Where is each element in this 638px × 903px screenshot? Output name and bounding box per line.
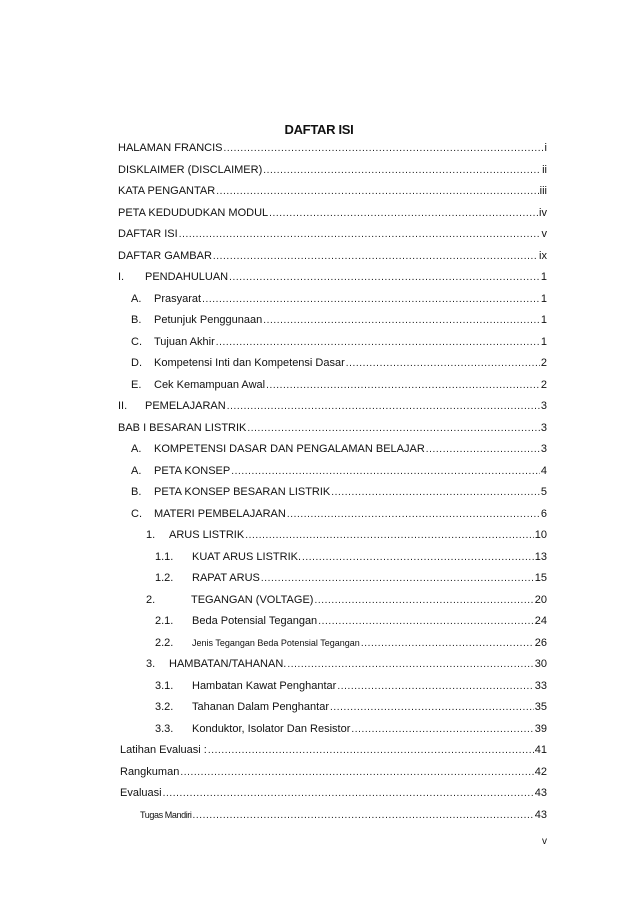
toc-dot-leader [216, 184, 538, 200]
toc-entry-number: E. [131, 378, 142, 391]
toc-entry-label: Kompetensi Inti dan Kompetensi Dasar [154, 357, 345, 369]
toc-entry-label: Prasyarat [154, 292, 202, 305]
toc-dot-leader [266, 378, 540, 394]
toc-entry-number: 2.1. [155, 615, 174, 627]
toc-dot-leader [245, 528, 534, 544]
toc-dot-leader [193, 808, 534, 824]
toc-entry[interactable] [120, 764, 547, 780]
toc-dot-leader [179, 227, 541, 243]
toc-dot-leader [163, 786, 534, 802]
toc-entry-label: KATA PENGANTAR [118, 185, 216, 197]
toc-dot-leader [261, 571, 534, 587]
toc-entry-page: 3 [540, 421, 547, 434]
toc-dot-leader [346, 356, 540, 372]
toc-dot-leader [302, 550, 534, 566]
toc-entry-page: 43 [534, 787, 547, 799]
toc-entry-number: B. [131, 314, 142, 326]
toc-entry[interactable] [131, 291, 547, 307]
toc-dot-leader [331, 485, 540, 501]
toc-entry[interactable] [118, 162, 547, 178]
toc-entry[interactable] [131, 506, 547, 522]
toc-entry-number: 3.2. [155, 701, 174, 713]
toc-entry[interactable] [120, 785, 547, 801]
toc-entry-page: 35 [534, 701, 547, 713]
toc-dot-leader [231, 464, 540, 480]
toc-entry-label: DISKLAIMER (DISCLAIMER) [118, 163, 263, 176]
toc-entry-label: Jenis Tegangan Beda Potensial Tegangan [192, 637, 360, 648]
toc-entry-page: 3 [540, 400, 547, 412]
toc-entry-label: PENDAHULUAN [145, 271, 229, 283]
toc-dot-leader [287, 657, 533, 673]
toc-dot-leader [208, 743, 534, 759]
toc-entry-page: 1 [540, 292, 547, 305]
toc-entry-label: MATERI PEMBELAJARAN [154, 507, 286, 520]
toc-entry-number: 1. [146, 529, 156, 541]
toc-entry-label: PEMELAJARAN [145, 400, 226, 412]
toc-entry[interactable] [140, 807, 547, 823]
toc-entry-label: Evaluasi [120, 787, 162, 799]
toc-entry[interactable] [118, 398, 547, 414]
toc-entry[interactable] [146, 527, 547, 543]
toc-entry-page: v [541, 228, 547, 240]
toc-entry[interactable] [118, 420, 547, 436]
toc-entry-page: 24 [534, 615, 547, 627]
toc-entry[interactable] [155, 549, 547, 565]
toc-dot-leader [216, 335, 540, 351]
toc-entry-number: 1.2. [155, 572, 174, 584]
toc-entry-label: HALAMAN FRANCIS [118, 142, 223, 154]
toc-entry-page: 4 [540, 464, 547, 477]
toc-entry-number: C. [131, 507, 142, 520]
toc-entry-page: iv [539, 206, 547, 219]
toc-entry-number: I. [118, 271, 125, 283]
toc-entry-number: A. [131, 292, 142, 305]
toc-dot-leader [330, 700, 534, 716]
toc-entry-page: 2 [540, 357, 547, 369]
toc-entry-label: KOMPETENSI DASAR DAN PENGALAMAN BELAJAR [154, 443, 425, 455]
toc-entry-number: 3. [146, 658, 156, 670]
toc-entry[interactable] [131, 463, 547, 479]
toc-entry[interactable] [155, 635, 547, 651]
toc-entry-page: 6 [540, 507, 547, 520]
toc-dot-leader [351, 722, 533, 738]
toc-entry-label: TEGANGAN (VOLTAGE) [191, 593, 314, 606]
toc-dot-leader [263, 163, 541, 179]
toc-entry-page: 10 [534, 529, 547, 541]
toc-entry-page: ix [539, 249, 547, 262]
toc-entry-label: Petunjuk Penggunaan [154, 314, 263, 326]
toc-entry-number: 1.1. [155, 550, 174, 563]
toc-dot-leader [180, 765, 533, 781]
toc-entry-label: DAFTAR ISI [118, 228, 178, 240]
toc-entry[interactable] [131, 334, 547, 350]
toc-entry-label: Tugas Mandiri [140, 809, 192, 820]
toc-dot-leader [314, 593, 533, 609]
toc-entry[interactable] [146, 656, 547, 672]
toc-entry-label: Hambatan Kawat Penghantar [192, 679, 337, 692]
toc-dot-leader [337, 679, 533, 695]
toc-dot-leader [213, 249, 538, 265]
toc-entry-page: 1 [540, 335, 547, 348]
toc-entry[interactable] [146, 592, 547, 608]
toc-entry-page: 2 [540, 378, 547, 391]
page-number: v [542, 836, 547, 847]
toc-entry-label: RAPAT ARUS [192, 572, 260, 584]
toc-entry-label: Tahanan Dalam Penghantar [192, 701, 329, 713]
toc-entry-page: iii [539, 185, 547, 197]
toc-entry[interactable] [155, 613, 547, 629]
toc-entry[interactable] [118, 226, 547, 242]
toc-entry-label: PETA KONSEP BESARAN LISTRIK [154, 486, 331, 498]
toc-entry[interactable] [155, 699, 547, 715]
toc-entry-number: A. [131, 443, 142, 455]
toc-dot-leader [318, 614, 534, 630]
toc-entry[interactable] [120, 742, 547, 758]
toc-entry-label: Konduktor, Isolator Dan Resistor [192, 722, 351, 735]
toc-entry[interactable] [118, 248, 547, 264]
toc-entry-page: 15 [534, 572, 547, 584]
toc-dot-leader [224, 141, 544, 157]
toc-entry-label: Cek Kemampuan Awal [154, 378, 266, 391]
toc-entry[interactable] [131, 312, 547, 328]
toc-dot-leader [202, 292, 540, 308]
toc-entry[interactable] [131, 355, 547, 371]
toc-entry-label: DAFTAR GAMBAR [118, 249, 212, 262]
toc-entry-label: KUAT ARUS LISTRIK. [192, 550, 302, 563]
toc-entry-page: 42 [534, 765, 547, 778]
toc-entry[interactable] [155, 570, 547, 586]
toc-entry-label: PETA KONSEP [154, 464, 231, 477]
toc-entry[interactable] [155, 721, 547, 737]
toc-entry-number: 3.3. [155, 722, 174, 735]
toc-entry-number: B. [131, 486, 142, 498]
toc-entry-number: 2.2. [155, 636, 174, 649]
toc-entry-label: Tujuan Akhir [154, 335, 215, 348]
toc-entry-label: BAB I BESARAN LISTRIK [118, 421, 247, 434]
page-title: DAFTAR ISI [284, 122, 354, 137]
toc-entry[interactable] [118, 183, 547, 199]
toc-entry-page: ii [542, 163, 547, 176]
toc-dot-leader [269, 206, 538, 222]
toc-dot-leader [229, 270, 540, 286]
toc-dot-leader [426, 442, 540, 458]
toc-entry-number: C. [131, 335, 142, 348]
toc-entry[interactable] [131, 484, 547, 500]
toc-entry-page: 20 [534, 593, 547, 606]
toc-entry-number: D. [131, 357, 142, 369]
toc-entry-label: Latihan Evaluasi : [120, 744, 207, 756]
toc-entry[interactable] [131, 377, 547, 393]
toc-entry[interactable] [155, 678, 547, 694]
toc-entry-number: II. [118, 400, 128, 412]
toc-entry-label: Rangkuman [120, 765, 180, 778]
toc-dot-leader [287, 507, 540, 523]
toc-entry-page: 41 [534, 744, 547, 756]
toc-entry-page: 39 [534, 722, 547, 735]
toc-entry-page: 1 [540, 271, 547, 283]
toc-entry[interactable] [131, 441, 547, 457]
toc-entry-page: 43 [534, 808, 547, 821]
toc-entry-label: PETA KEDUDUDKAN MODUL [118, 206, 269, 219]
toc-entry[interactable] [118, 140, 547, 156]
toc-entry-page: 30 [534, 658, 547, 670]
toc-entry-number: A. [131, 464, 142, 477]
toc-entry-page: 33 [534, 679, 547, 692]
toc-entry[interactable] [118, 205, 547, 221]
toc-entry-page: 5 [540, 486, 547, 498]
toc-entry-page: 26 [534, 636, 547, 649]
toc-dot-leader [247, 421, 540, 437]
toc-dot-leader [361, 636, 534, 652]
toc-entry-number: 3.1. [155, 679, 174, 692]
toc-entry-page: 1 [540, 314, 547, 326]
toc-entry[interactable] [118, 269, 547, 285]
toc-dot-leader [263, 313, 540, 329]
toc-entry-number: 2. [146, 593, 156, 606]
toc-entry-page: 3 [540, 443, 547, 455]
toc-entry-label: Beda Potensial Tegangan [192, 615, 318, 627]
toc-entry-page: 13 [534, 550, 547, 563]
toc-dot-leader [227, 399, 540, 415]
toc-entry-label: ARUS LISTRIK [169, 529, 245, 541]
toc-entry-label: HAMBATAN/TAHANAN. [169, 658, 287, 670]
toc-entry-page: i [544, 142, 547, 154]
